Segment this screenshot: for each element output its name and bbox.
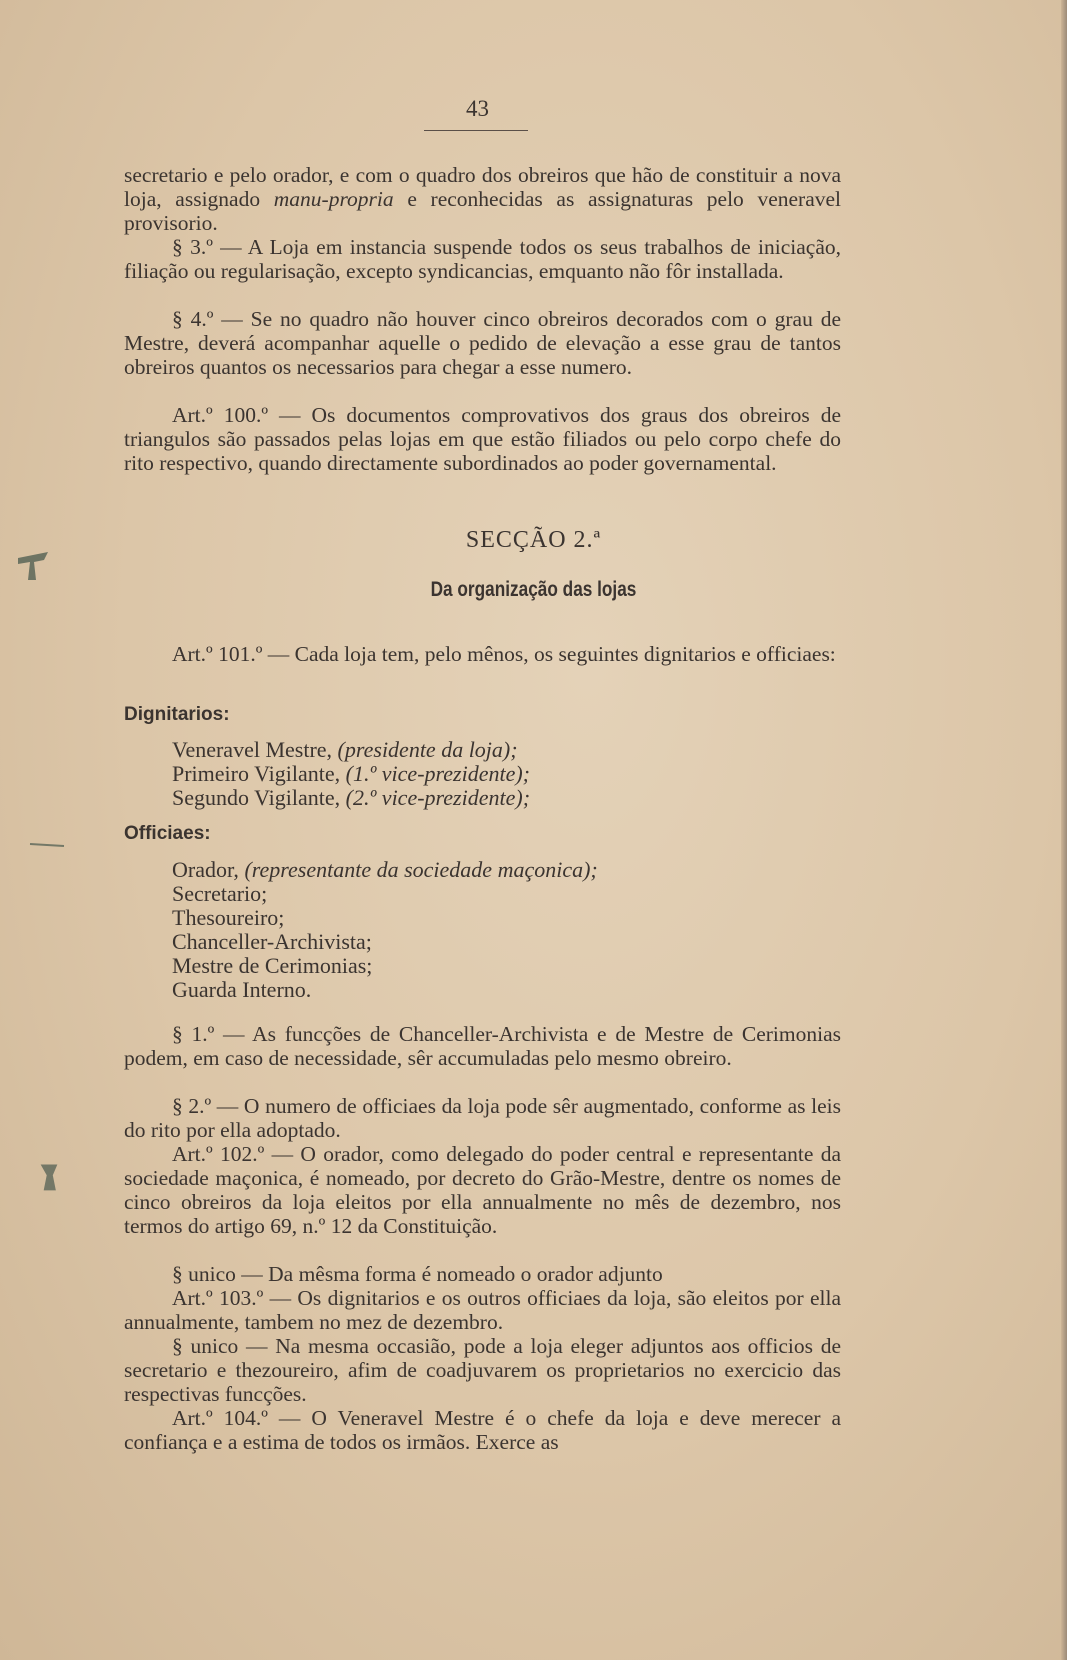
dignitario-note: (presidente da loja); bbox=[337, 737, 518, 762]
official-note: (representante da sociedade maçonica); bbox=[244, 857, 598, 882]
dignitarios-heading: Dignitarios: bbox=[124, 704, 230, 725]
paragraph-section-2: § 2.º — O numero de officiaes da loja pode sêr augmentado, conforme as leis do rito por ella adoptado. bbox=[124, 1094, 841, 1142]
list-item: Thesoureiro; bbox=[172, 905, 285, 930]
list-item: Chanceller-Archivista; bbox=[172, 929, 372, 954]
page-number-rule bbox=[424, 130, 528, 131]
dignitario-name: Primeiro Vigilante, bbox=[172, 761, 341, 786]
page-edge bbox=[1061, 0, 1067, 1660]
dignitarios-list bbox=[172, 738, 530, 810]
dignitario-name: Veneravel Mestre, bbox=[172, 737, 333, 762]
paragraph-section-3: § 3.º — A Loja em instancia suspende todos os seus trabalhos de iniciação, filiação ou regularisação, excepto syndicancias, emquanto não fôr installada. bbox=[124, 235, 841, 283]
paragraph-unico-1: § unico — Da mêsma forma é nomeado o orador adjunto bbox=[172, 1262, 663, 1286]
paragraph-text: secretario e pelo orador, e com o quadro dos obreiros que hão de constituir a nova loja, assignado bbox=[124, 163, 841, 211]
official-name: Orador, bbox=[172, 857, 239, 882]
ink-stain-icon bbox=[30, 1160, 68, 1198]
ink-stain-icon bbox=[14, 546, 52, 584]
officiaes-list bbox=[172, 858, 598, 1002]
dignitario-note: (1.º vice-prezidente); bbox=[345, 761, 530, 786]
italic-term: manu-propria bbox=[273, 187, 394, 211]
paragraph-section-1: § 1.º — As funcções de Chanceller-Archivista e de Mestre de Cerimonias podem, em caso de necessidade, sêr accumuladas pelo mesmo obreiro. bbox=[124, 1022, 841, 1070]
dignitario-note: (2.º vice-prezidente); bbox=[345, 785, 531, 810]
list-item: Secretario; bbox=[172, 881, 268, 906]
section-title: SECÇÃO 2.ª bbox=[465, 527, 602, 553]
paragraph-unico-2: § unico — Na mesma occasião, pode a loja eleger adjuntos aos officios de secretario e thezoureiro, afim de coadjuvarem os proprietarios no exercicio das respectivas funcções. bbox=[124, 1334, 841, 1406]
paragraph-text-end: e reconhecidas as assignaturas pelo veneravel provisorio. bbox=[124, 187, 842, 235]
paragraph-secretario bbox=[124, 163, 841, 235]
paragraph-art-100: Art.º 100.º — Os documentos comprovativos dos graus dos obreiros de triangulos são passados pelas lojas em que estão filiados ou pelo corpo chefe do rito respectivo, quando directamente subordinados ao poder governamental. bbox=[124, 403, 841, 475]
paragraph-art-101: Art.º 101.º — Cada loja tem, pelo mênos, os seguintes dignitarios e officiaes: bbox=[172, 642, 836, 666]
officiaes-heading: Officiaes: bbox=[124, 823, 211, 844]
dignitario-name: Segundo Vigilante, bbox=[172, 785, 341, 810]
list-item bbox=[172, 858, 598, 882]
paragraph-art-103: Art.º 103.º — Os dignitarios e os outros officiaes da loja, são eleitos por ella annualmente, tambem no mez de dezembro. bbox=[124, 1286, 841, 1334]
list-item: Guarda Interno. bbox=[172, 977, 312, 1002]
ink-smudge-icon bbox=[28, 824, 66, 862]
list-item bbox=[172, 762, 530, 786]
list-item bbox=[172, 786, 530, 810]
paragraph-art-104: Art.º 104.º — O Veneravel Mestre é o chefe da loja e deve merecer a confiança e a estima de todos os irmãos. Exerce as bbox=[124, 1406, 841, 1454]
list-item: Mestre de Cerimonias; bbox=[172, 953, 373, 978]
page-number: 43 bbox=[466, 96, 489, 121]
section-subtitle: Da organização das lojas bbox=[430, 578, 637, 601]
paragraph-section-4: § 4.º — Se no quadro não houver cinco obreiros decorados com o grau de Mestre, deverá acompanhar aquelle o pedido de elevação a esse grau de tantos obreiros quantos os necessarios para chegar a esse numero. bbox=[124, 307, 841, 379]
list-item bbox=[172, 738, 530, 762]
paragraph-art-102: Art.º 102.º — O orador, como delegado do poder central e representante da sociedade maçonica, é nomeado, por decreto do Grão-Mestre, dentre os nomes de cinco obreiros da loja eleitos por ella annualmente no mês de dezembro, nos termos do artigo 69, n.º 12 da Constituição. bbox=[124, 1142, 841, 1238]
